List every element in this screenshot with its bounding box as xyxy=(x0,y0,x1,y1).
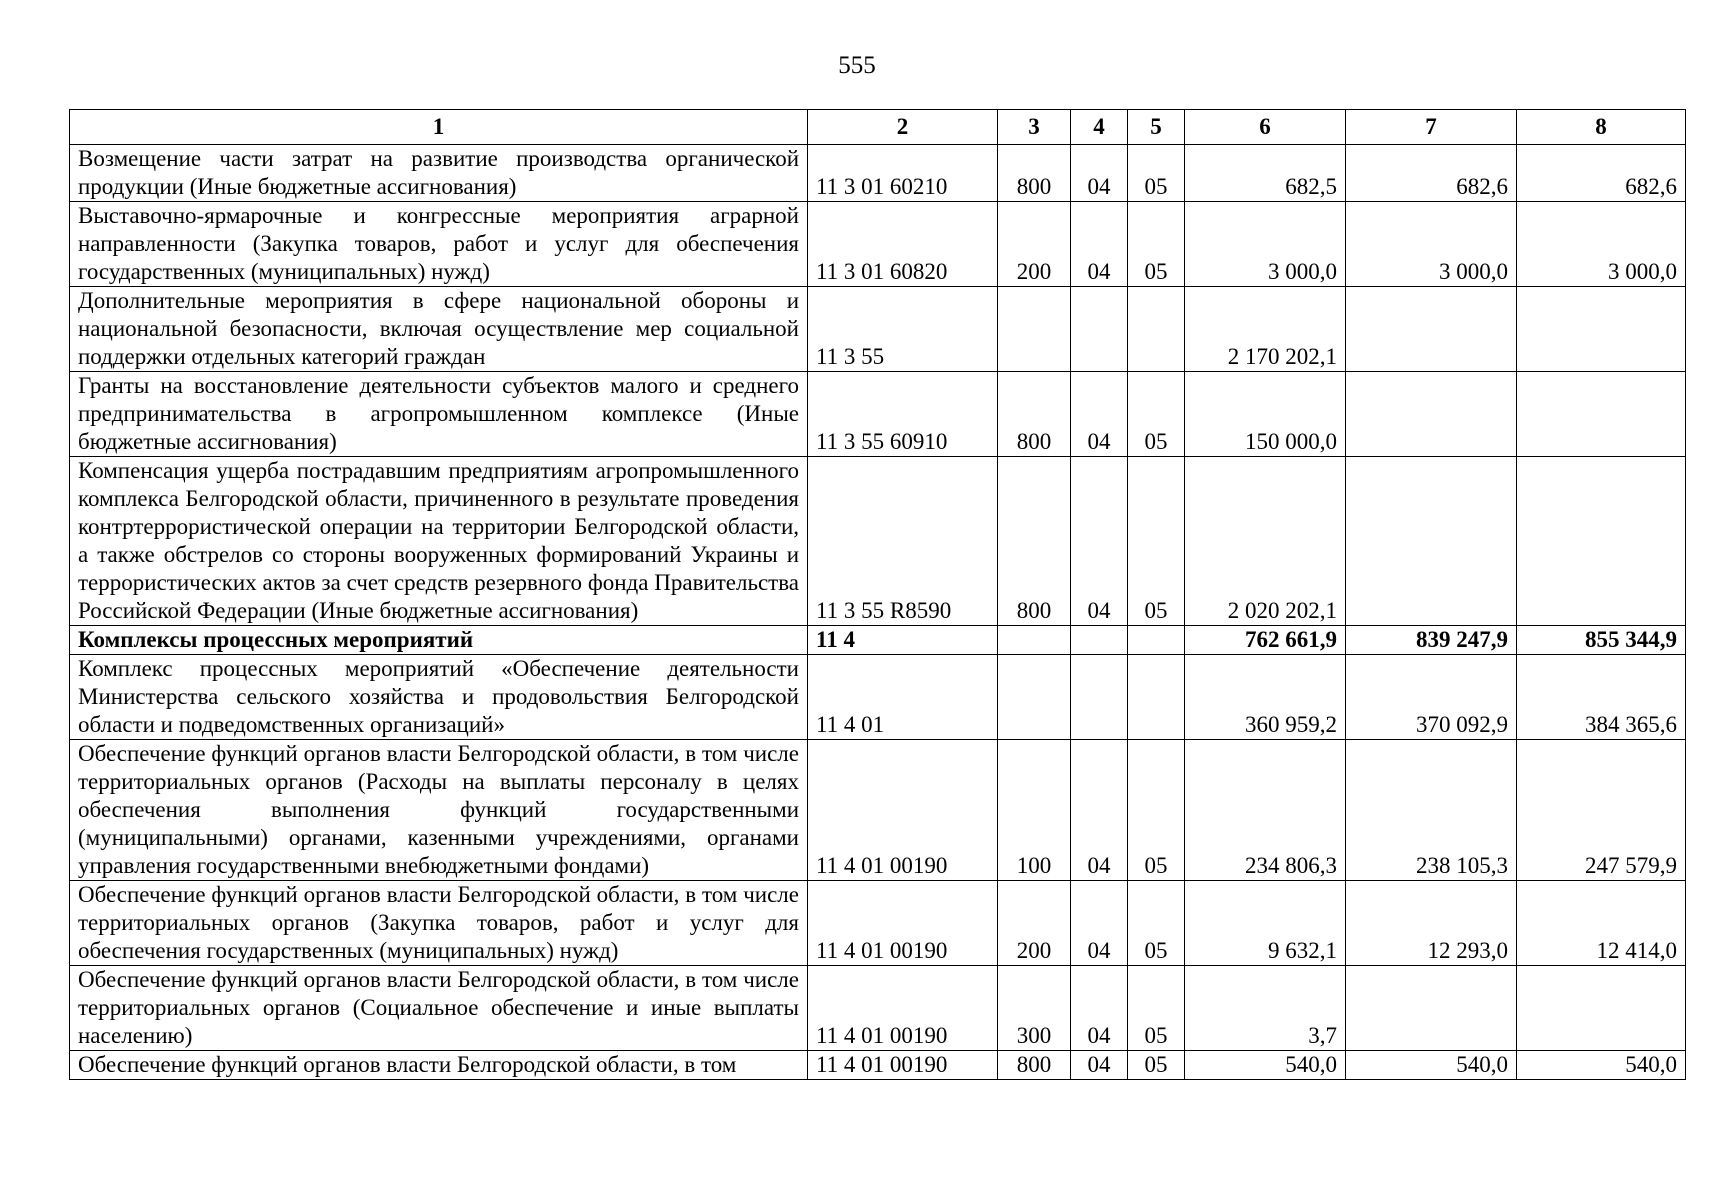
row-sum-3: 247 579,9 xyxy=(1517,740,1686,881)
row-section: 04 xyxy=(1071,740,1128,881)
row-sum-2 xyxy=(1346,457,1517,626)
col-header-sum-2: 7 xyxy=(1346,110,1517,145)
row-sum-1: 150 000,0 xyxy=(1185,372,1346,457)
row-subsection: 05 xyxy=(1128,740,1185,881)
row-budget-code: 11 4 01 00190 xyxy=(808,1051,998,1080)
row-sum-2: 540,0 xyxy=(1346,1051,1517,1080)
row-sum-3: 384 365,6 xyxy=(1517,655,1686,740)
row-description: Обеспечение функций органов власти Белгородской области, в том числе территориальных органов (Расходы на выплаты персоналу в целях обеспечения выполнения функций государственными (муниципальными) органами, казенными учреждениями, органами управления государственными внебюджетными фондами) xyxy=(70,740,808,881)
row-description: Гранты на восстановление деятельности субъектов малого и среднего предпринимательства в агропромышленном комплексе (Иные бюджетные ассигнования) xyxy=(70,372,808,457)
table-row xyxy=(70,457,1686,626)
table-row xyxy=(70,966,1686,1051)
row-description: Компенсация ущерба пострадавшим предприятиям агропромышленного комплекса Белгородской области, причиненного в результате проведения контртеррористической операции на территории Белгородской области, а также обстрелов со стороны вооруженных формирований Украины и террористических актов за счет средств резервного фонда Правительства Российской Федерации (Иные бюджетные ассигнования) xyxy=(70,457,808,626)
row-subsection xyxy=(1128,287,1185,372)
row-expense-type: 300 xyxy=(998,966,1071,1051)
row-budget-code: 11 4 01 xyxy=(808,655,998,740)
row-description: Обеспечение функций органов власти Белгородской области, в том xyxy=(70,1051,808,1080)
row-sum-1: 762 661,9 xyxy=(1185,626,1346,655)
row-expense-type xyxy=(998,655,1071,740)
row-budget-code: 11 4 01 00190 xyxy=(808,740,998,881)
row-budget-code: 11 3 55 60910 xyxy=(808,372,998,457)
row-expense-type xyxy=(998,626,1071,655)
row-budget-code: 11 3 55 R8590 xyxy=(808,457,998,626)
row-sum-3 xyxy=(1517,966,1686,1051)
row-description: Обеспечение функций органов власти Белгородской области, в том числе территориальных органов (Социальное обеспечение и иные выплаты населению) xyxy=(70,966,808,1051)
row-section: 04 xyxy=(1071,1051,1128,1080)
row-sum-3: 682,6 xyxy=(1517,145,1686,202)
table-row xyxy=(70,740,1686,881)
row-expense-type xyxy=(998,287,1071,372)
row-description: Дополнительные мероприятия в сфере национальной обороны и национальной безопасности, включая осуществление мер социальной поддержки отдельных категорий граждан xyxy=(70,287,808,372)
row-subsection: 05 xyxy=(1128,372,1185,457)
row-description: Выставочно-ярмарочные и конгрессные мероприятия аграрной направленности (Закупка товаров, работ и услуг для обеспечения государственных (муниципальных) нужд) xyxy=(70,202,808,287)
col-header-code: 2 xyxy=(808,110,998,145)
row-sum-1: 682,5 xyxy=(1185,145,1346,202)
row-description: Комплексы процессных мероприятий xyxy=(70,626,808,655)
col-header-expense-type: 3 xyxy=(998,110,1071,145)
row-subsection xyxy=(1128,626,1185,655)
table-row xyxy=(70,655,1686,740)
row-expense-type: 100 xyxy=(998,740,1071,881)
row-sum-3: 855 344,9 xyxy=(1517,626,1686,655)
table-body xyxy=(70,145,1686,1080)
row-expense-type: 800 xyxy=(998,457,1071,626)
table-row xyxy=(70,626,1686,655)
row-description: Обеспечение функций органов власти Белгородской области, в том числе территориальных органов (Закупка товаров, работ и услуг для обеспечения государственных (муниципальных) нужд) xyxy=(70,881,808,966)
row-expense-type: 800 xyxy=(998,145,1071,202)
page-number: 555 xyxy=(838,52,876,79)
row-section: 04 xyxy=(1071,881,1128,966)
row-sum-3: 12 414,0 xyxy=(1517,881,1686,966)
row-sum-3: 3 000,0 xyxy=(1517,202,1686,287)
row-section: 04 xyxy=(1071,966,1128,1051)
row-sum-2: 238 105,3 xyxy=(1346,740,1517,881)
row-expense-type: 800 xyxy=(998,372,1071,457)
row-subsection: 05 xyxy=(1128,145,1185,202)
row-sum-2: 12 293,0 xyxy=(1346,881,1517,966)
row-subsection: 05 xyxy=(1128,966,1185,1051)
row-section xyxy=(1071,287,1128,372)
row-budget-code: 11 3 01 60820 xyxy=(808,202,998,287)
row-section: 04 xyxy=(1071,372,1128,457)
row-budget-code: 11 3 55 xyxy=(808,287,998,372)
row-sum-3: 540,0 xyxy=(1517,1051,1686,1080)
budget-table xyxy=(69,109,1686,1080)
col-header-name: 1 xyxy=(70,110,808,145)
row-sum-3 xyxy=(1517,457,1686,626)
row-sum-2 xyxy=(1346,966,1517,1051)
row-sum-2: 3 000,0 xyxy=(1346,202,1517,287)
row-sum-2: 370 092,9 xyxy=(1346,655,1517,740)
row-budget-code: 11 4 01 00190 xyxy=(808,881,998,966)
row-sum-1: 360 959,2 xyxy=(1185,655,1346,740)
table-row xyxy=(70,287,1686,372)
row-section: 04 xyxy=(1071,145,1128,202)
row-sum-1: 3 000,0 xyxy=(1185,202,1346,287)
table-row xyxy=(70,372,1686,457)
row-expense-type: 200 xyxy=(998,202,1071,287)
row-description: Комплекс процессных мероприятий «Обеспечение деятельности Министерства сельского хозяйства и продовольствия Белгородской области и подведомственных организаций» xyxy=(70,655,808,740)
row-subsection xyxy=(1128,655,1185,740)
row-sum-2: 839 247,9 xyxy=(1346,626,1517,655)
row-sum-2 xyxy=(1346,372,1517,457)
row-sum-1: 234 806,3 xyxy=(1185,740,1346,881)
col-header-subsection: 5 xyxy=(1128,110,1185,145)
row-section: 04 xyxy=(1071,202,1128,287)
col-header-section: 4 xyxy=(1071,110,1128,145)
row-subsection: 05 xyxy=(1128,1051,1185,1080)
row-sum-3 xyxy=(1517,287,1686,372)
row-sum-1: 2 020 202,1 xyxy=(1185,457,1346,626)
row-sum-1: 3,7 xyxy=(1185,966,1346,1051)
row-budget-code: 11 4 xyxy=(808,626,998,655)
row-expense-type: 800 xyxy=(998,1051,1071,1080)
row-sum-3 xyxy=(1517,372,1686,457)
row-sum-1: 2 170 202,1 xyxy=(1185,287,1346,372)
row-sum-2 xyxy=(1346,287,1517,372)
row-sum-1: 540,0 xyxy=(1185,1051,1346,1080)
row-section xyxy=(1071,655,1128,740)
table-row xyxy=(70,881,1686,966)
row-sum-2: 682,6 xyxy=(1346,145,1517,202)
row-budget-code: 11 4 01 00190 xyxy=(808,966,998,1051)
table-row xyxy=(70,1051,1686,1080)
col-header-sum-1: 6 xyxy=(1185,110,1346,145)
row-description: Возмещение части затрат на развитие производства органической продукции (Иные бюджетные ассигнования) xyxy=(70,145,808,202)
header-row xyxy=(70,110,1686,145)
table-row xyxy=(70,202,1686,287)
row-subsection: 05 xyxy=(1128,202,1185,287)
row-section xyxy=(1071,626,1128,655)
row-sum-1: 9 632,1 xyxy=(1185,881,1346,966)
row-budget-code: 11 3 01 60210 xyxy=(808,145,998,202)
row-subsection: 05 xyxy=(1128,457,1185,626)
row-subsection: 05 xyxy=(1128,881,1185,966)
row-section: 04 xyxy=(1071,457,1128,626)
row-expense-type: 200 xyxy=(998,881,1071,966)
col-header-sum-3: 8 xyxy=(1517,110,1686,145)
table-row xyxy=(70,145,1686,202)
